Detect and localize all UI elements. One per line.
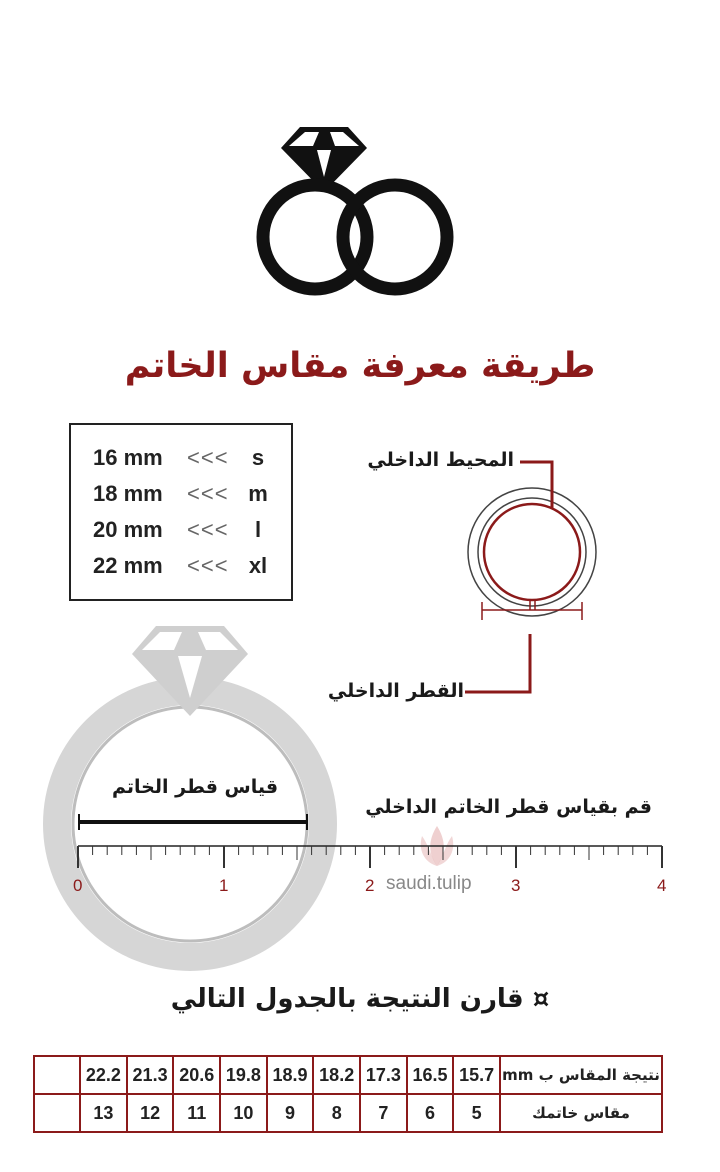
table-cell: 21.3: [127, 1056, 174, 1094]
table-cell: 22.2: [80, 1056, 127, 1094]
arrow-text: <<<: [187, 445, 229, 470]
size-row: [93, 445, 273, 475]
size-letter: s: [251, 445, 265, 470]
ring-illustration: [38, 624, 338, 974]
ring-measure-label: قياس قطر الخاتم: [112, 776, 279, 798]
table-cell: 18.2: [313, 1056, 360, 1094]
inner-circumference-label: المحيط الداخلي: [367, 449, 514, 471]
size-letter: l: [254, 517, 262, 542]
ruler-tick-label: 2: [365, 876, 375, 895]
size-mm: 22 mm: [93, 553, 163, 578]
arrow-text: <<<: [187, 553, 229, 578]
size-letter: m: [248, 481, 268, 506]
table-cell: 7: [360, 1094, 407, 1132]
table-cell: 11: [173, 1094, 220, 1132]
table-cell: 18.9: [267, 1056, 314, 1094]
size-letter: xl: [248, 553, 268, 578]
table-cell: 10: [220, 1094, 267, 1132]
table-cell: 20.6: [173, 1056, 220, 1094]
table-cell: 15.7: [453, 1056, 500, 1094]
page-title: طريقة معرفة مقاس الخاتم: [124, 346, 596, 386]
size-row: [93, 481, 273, 511]
ruler-tick-label: 0: [73, 876, 83, 895]
table-cell: 19.8: [220, 1056, 267, 1094]
size-row: [93, 517, 273, 547]
table-row: [34, 1056, 662, 1094]
table-cell: 17.3: [360, 1056, 407, 1094]
table-cell: 6: [407, 1094, 454, 1132]
table-cell: 12: [127, 1094, 174, 1132]
ruler-tick-label: 3: [511, 876, 521, 895]
inner-diameter-label: القطر الداخلي: [327, 680, 464, 702]
table-cell: [34, 1094, 80, 1132]
size-mm: 18 mm: [93, 481, 163, 506]
compare-instruction: ¤ قارن النتيجة بالجدول التالي: [170, 984, 550, 1014]
table-cell: 16.5: [407, 1056, 454, 1094]
ruler-tick-label: 4: [657, 876, 667, 895]
ruler-instruction: قم بقياس قطر الخاتم الداخلي: [365, 796, 652, 818]
table-cell: [34, 1056, 80, 1094]
size-table: [33, 1055, 663, 1133]
size-row: [93, 553, 273, 583]
table-row: [34, 1094, 662, 1132]
watermark: saudi.tulip: [386, 873, 472, 894]
table-header: مقاس خاتمك: [500, 1094, 662, 1132]
table-header: نتيجة المقاس ب mm: [500, 1056, 662, 1094]
size-guide-box: [69, 423, 293, 601]
size-mm: 16 mm: [93, 445, 163, 470]
arrow-text: <<<: [187, 517, 229, 542]
ruler-tick-label: 1: [219, 876, 229, 895]
table-cell: 13: [80, 1094, 127, 1132]
table-cell: 9: [267, 1094, 314, 1132]
size-mm: 20 mm: [93, 517, 163, 542]
wedding-rings-icon: [255, 122, 465, 312]
table-cell: 5: [453, 1094, 500, 1132]
ring-measure-diagram: [460, 452, 600, 702]
table-cell: 8: [313, 1094, 360, 1132]
ruler: [70, 840, 670, 872]
arrow-text: <<<: [187, 481, 229, 506]
